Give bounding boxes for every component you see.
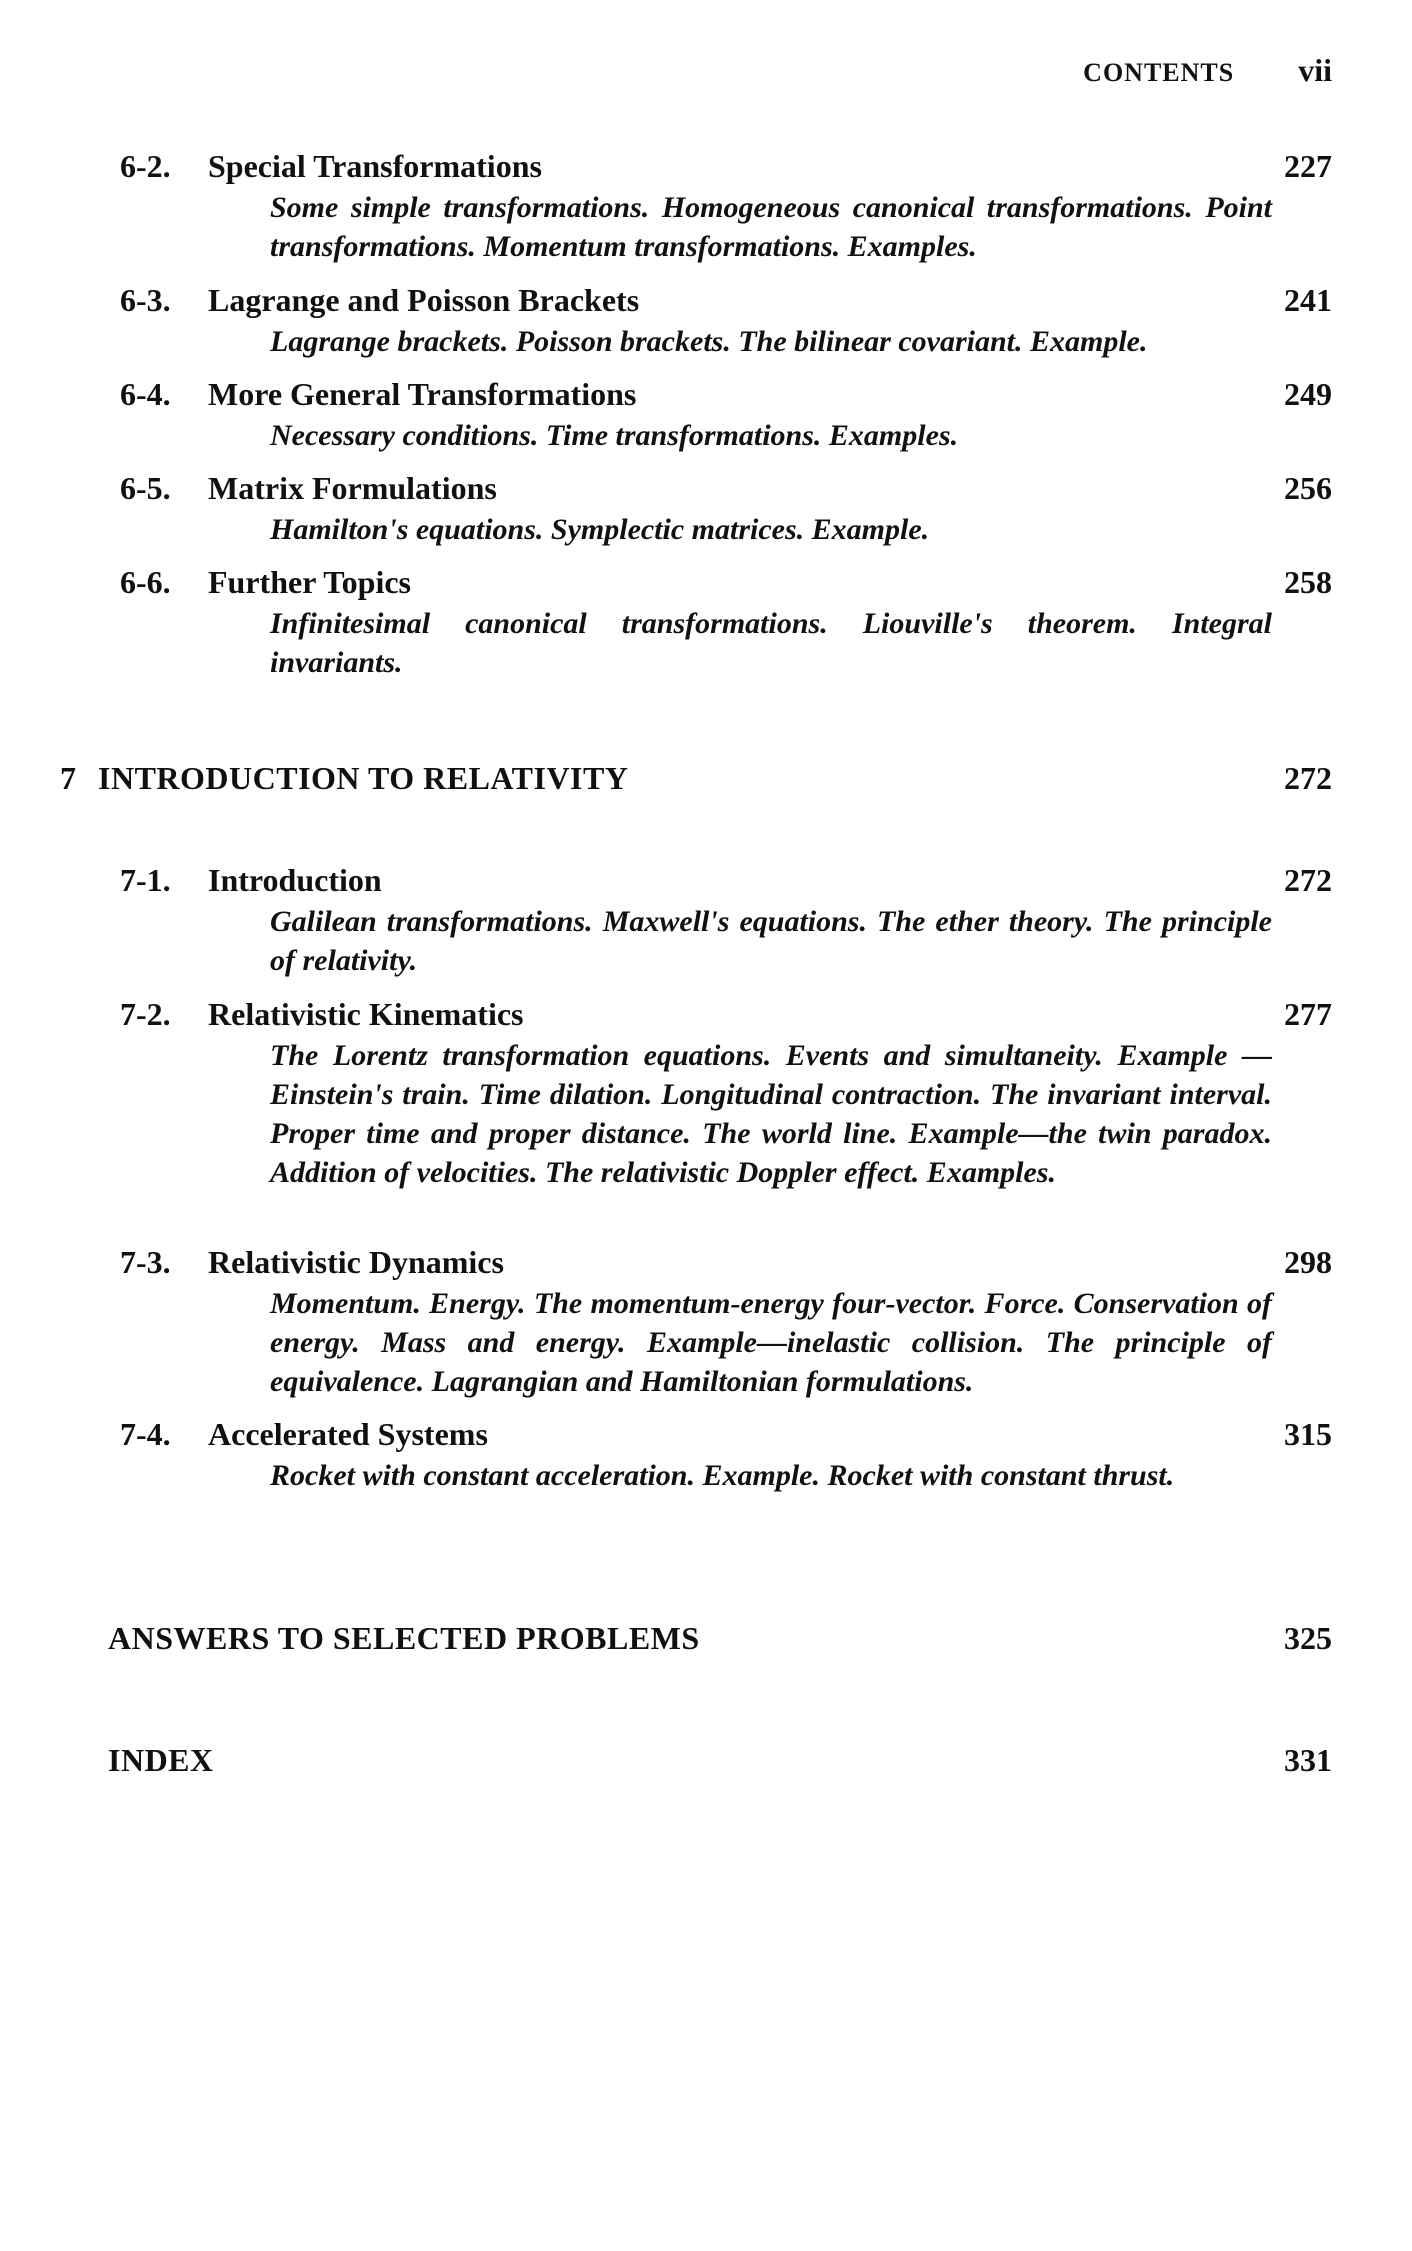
- section-title: Lagrange and Poisson Brackets: [208, 282, 640, 318]
- section-number: 6-5.: [120, 470, 171, 506]
- section-description: Momentum. Energy. The momentum-energy four-vector. Force. Conservation of energy. Mass and energy. Example—inelastic collision. The principle of equivalence. Lagrangian and Hamiltonian formulations.: [270, 1287, 1272, 1398]
- chapter-page: 272: [1284, 760, 1332, 796]
- section-number: 7-2.: [120, 996, 171, 1032]
- toc-entry-7-4[interactable]: [120, 1416, 1332, 1492]
- back-matter-title: INDEX: [108, 1742, 214, 1778]
- section-page: 277: [1284, 996, 1332, 1032]
- section-page: 272: [1284, 862, 1332, 898]
- toc-entry-6-5[interactable]: [120, 470, 1332, 546]
- toc-chapter-7[interactable]: [60, 760, 1332, 800]
- section-page: 298: [1284, 1244, 1332, 1280]
- section-title: Matrix Formulations: [208, 470, 497, 506]
- running-title: CONTENTS: [1083, 58, 1235, 87]
- back-matter-page: 331: [1284, 1742, 1332, 1778]
- section-description: Some simple transformations. Homogeneous canonical transformations. Point transformations. Momentum transformations. Examples.: [270, 191, 1272, 263]
- toc-entry-6-4[interactable]: [120, 376, 1332, 452]
- section-description: The Lorentz transformation equations. Events and simultaneity. Example —Einstein's train. Time dilation. Longitudinal contraction. The invariant interval. Proper time and proper distance. The world line. Example—the twin paradox. Addition of velocities. The relativistic Doppler effect. Examples.: [270, 1039, 1272, 1189]
- section-title: More General Transformations: [208, 376, 637, 412]
- toc-index[interactable]: [108, 1742, 1332, 1782]
- section-description: Lagrange brackets. Poisson brackets. The bilinear covariant. Example.: [270, 325, 1148, 358]
- toc-entry-6-2[interactable]: [120, 148, 1332, 263]
- section-description: Hamilton's equations. Symplectic matrices. Example.: [270, 513, 930, 546]
- section-number: 6-4.: [120, 376, 171, 412]
- chapter-title: INTRODUCTION TO RELATIVITY: [98, 760, 629, 796]
- section-title: Further Topics: [208, 564, 411, 600]
- toc-answers[interactable]: [108, 1620, 1332, 1660]
- section-description: Galilean transformations. Maxwell's equations. The ether theory. The principle of relativity.: [270, 905, 1272, 977]
- toc-entry-6-6[interactable]: [120, 564, 1332, 679]
- section-page: 241: [1284, 282, 1332, 318]
- section-number: 7-4.: [120, 1416, 171, 1452]
- section-description: Rocket with constant acceleration. Example. Rocket with constant thrust.: [270, 1459, 1175, 1492]
- running-head: [1083, 52, 1332, 89]
- toc-entry-6-3[interactable]: [120, 282, 1332, 358]
- section-page: 258: [1284, 564, 1332, 600]
- section-title: Relativistic Dynamics: [208, 1244, 504, 1280]
- section-title: Relativistic Kinematics: [208, 996, 524, 1032]
- toc-entry-7-3[interactable]: [120, 1244, 1332, 1398]
- section-title: Special Transformations: [208, 148, 542, 184]
- page-number: vii: [1298, 52, 1332, 88]
- toc-entry-7-1[interactable]: [120, 862, 1332, 977]
- section-page: 227: [1284, 148, 1332, 184]
- section-title: Accelerated Systems: [208, 1416, 488, 1452]
- section-description: Necessary conditions. Time transformations. Examples.: [270, 419, 959, 452]
- section-number: 6-3.: [120, 282, 171, 318]
- section-description: Infinitesimal canonical transformations. Liouville's theorem. Integral invariants.: [270, 607, 1272, 679]
- back-matter-title: ANSWERS TO SELECTED PROBLEMS: [108, 1620, 700, 1656]
- section-number: 7-3.: [120, 1244, 171, 1280]
- chapter-number: 7: [60, 760, 76, 796]
- section-title: Introduction: [208, 862, 382, 898]
- section-number: 6-6.: [120, 564, 171, 600]
- section-page: 315: [1284, 1416, 1332, 1452]
- section-number: 7-1.: [120, 862, 171, 898]
- toc-entry-7-2[interactable]: [120, 996, 1332, 1189]
- section-page: 256: [1284, 470, 1332, 506]
- back-matter-page: 325: [1284, 1620, 1332, 1656]
- section-number: 6-2.: [120, 148, 171, 184]
- section-page: 249: [1284, 376, 1332, 412]
